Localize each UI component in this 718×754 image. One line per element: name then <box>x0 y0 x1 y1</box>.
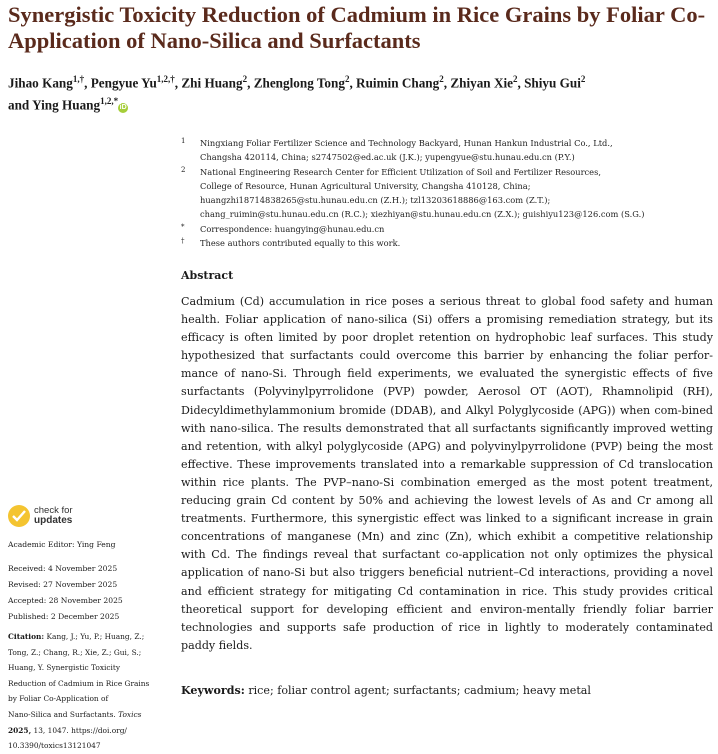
affiliation-line: Ningxiang Foliar Fertilizer Science and Technology Backyard, Hunan Hankun Industrial Co., Ltd., <box>200 138 613 148</box>
author-name: Ying Huang <box>32 97 101 113</box>
check-updates-icon <box>8 505 30 527</box>
affiliation-line: Changsha 420114, China; s2747502@ed.ac.uk (J.K.); yupengyue@stu.hunau.edu.cn (P.Y.) <box>200 152 575 163</box>
author-affil-sup: 1,2,* <box>100 96 119 107</box>
citation-label: Citation: <box>8 632 45 641</box>
abstract-line: Cadmium (Cd) accumulation in rice poses a serious threat to global food safety and human <box>181 295 713 308</box>
author-affil-sup: 2 <box>512 74 518 84</box>
author-affil-sup: 1,2,† <box>156 74 175 84</box>
author-name: Shiyu Gui <box>524 75 581 91</box>
affiliation-line: National Engineering Research Center for Efficient Utilization of Soil and Fertilizer Resources, <box>200 166 601 177</box>
citation-line: by Foliar Co-Application of <box>8 694 109 704</box>
abstract-line: a competitive relationship with Cd. The findings reveal that surfactant co-application not <box>181 530 713 562</box>
author-list: Jihao Kang$^{1,\dagger}$, Pengyue $Yu^{1,2,\dagger}$, Zhi Huang$^2$, Zhenglong Tong$^2$, Ruimin Chang$^2$, Zhiyan Xie$^2$, Shiyu Gui$^2$ and Ying Huang$^{1,2,*}$iD <box>8 74 586 113</box>
dates-block <box>8 561 168 625</box>
abstract-line: efficacy is often limited by poor droplet retention on hydrophobic leaf surfaces. This study <box>181 331 713 345</box>
abstract-body <box>181 293 713 655</box>
academic-editor: Academic Editor: Ying Feng <box>8 540 116 549</box>
citation-line: Huang, Y. Synergistic Toxicity <box>8 663 121 673</box>
abstract-line: wetting and retention, with alkyl polyglycoside (APG) and polyvinylpyrrolidone (PVP) <box>181 421 713 453</box>
check-updates-line1: check for <box>34 505 73 516</box>
article-title: Synergistic Toxicity Reduction of Cadmium in Rice Grains by Foliar Co-Application of Nano-Silica and Surfactants <box>8 2 706 53</box>
abstract-line: Didecyldimethylammonium bromide (DDAB), and Alkyl Polyglycoside (APG)) when com- <box>181 403 682 417</box>
abstract-line: interactions, providing a novel and efficient strategy for mitigating Cd contamination in <box>181 566 714 598</box>
abstract-line: of As and Cr among all treatments. Furthermore, this synergistic effect was linked to a <box>181 494 713 526</box>
abstract-line: hypothesized that surfactants could overcome this barrier by enhancing the foliar perfor- <box>181 349 713 363</box>
author-name: Pengyue Yu <box>90 75 157 91</box>
affiliation-item <box>181 165 711 222</box>
abstract-line: significant increase in grain concentrations of manganese (Mn) and zinc (Zn), which exhibit <box>181 512 713 544</box>
abstract-line: surfactants (Polyvinylpyrrolidone (PVP) powder, Aerosol OT (AOT), Rhamnolipid (RH), <box>181 385 713 399</box>
citation-line: Reduction of Cadmium in Rice Grains <box>8 678 150 688</box>
abstract-line: bined with nano-silica. The results demonstrated that all surfactants significantly improved <box>181 403 713 435</box>
keywords <box>181 683 713 699</box>
received-date: Received: 4 November 2025 <box>8 564 118 573</box>
author-name: Zhenglong Tong <box>253 75 345 91</box>
abstract-line: mentally friendly foliar barrier technologies and supports safe production of rice in lightly <box>181 602 713 634</box>
author-affil-sup: 2 <box>344 74 350 84</box>
author-name: Ruimin Chang <box>356 75 440 91</box>
affiliation-mark: 2 <box>181 165 186 174</box>
author-affil-sup: 2 <box>580 74 586 84</box>
revised-date: Revised: 27 November 2025 <box>8 580 118 589</box>
affiliation-mark: 1 <box>181 137 186 145</box>
abstract-line: most potent treatment, reducing grain Cd content by 50% and achieving the lowest levels <box>181 475 713 508</box>
keywords-text: rice; foliar control agent; surfactants; cadmium; heavy metal <box>248 684 591 697</box>
published-date: Published: 2 December 2025 <box>8 612 120 621</box>
author-affil-sup: 2 <box>439 74 444 84</box>
abstract-line: mance of nano-Si. Through field experiments, we evaluated the synergistic effects of five <box>181 367 713 381</box>
affiliation-line: These authors contributed equally to this work. <box>200 238 401 249</box>
citation-issue: 13, 1047. https://doi.org/ <box>33 725 127 735</box>
citation-doi-link[interactable]: 10.3390/toxics13121047 <box>8 741 101 751</box>
affiliation-line: Correspondence: huangying@hunau.edu.cn <box>200 223 385 234</box>
affiliations <box>181 136 711 250</box>
abstract-line: to moderately contaminated paddy fields. <box>181 620 713 652</box>
accepted-date: Accepted: 28 November 2025 <box>8 596 123 605</box>
author-name: Zhiyan Xie <box>450 75 513 91</box>
affiliation-mark: * <box>181 222 185 231</box>
abstract-line: of Cd translocation within rice plants. The PVP–nano-Si combination emerged as the <box>181 457 713 489</box>
abstract-line: rice. This study provides critical theoretical support for developing efficient and environ- <box>181 584 713 616</box>
citation-line: Kang, J.; Yu, P.; Huang, Z.; <box>46 632 145 641</box>
citation-line: Tong, Z.; Chang, R.; Xie, Z.; Gui, S.; <box>8 647 142 657</box>
check-for-updates-button[interactable] <box>8 505 73 527</box>
orcid-icon[interactable]: iD <box>119 103 127 111</box>
abstract-line: being the most effective. These improvements translated into a remarkable suppression <box>181 439 713 471</box>
keywords-label: Keywords: <box>181 684 245 697</box>
citation-line: Nano-Silica and Surfactants. <box>8 709 116 719</box>
citation-block <box>8 629 168 754</box>
abstract-line: only optimizes the physical application of nano-Si but also triggers beneficial nutrient–Cd <box>181 548 713 580</box>
check-updates-line2: updates <box>34 515 73 526</box>
affiliation-line: College of Resource, Hunan Agricultural University, Changsha 410128, China; <box>200 180 531 191</box>
affiliation-item <box>181 136 711 165</box>
affiliation-item <box>181 236 711 250</box>
citation-year-vol: 2025, <box>8 725 32 735</box>
affiliation-line: huangzhi18714838265@stu.hunau.edu.cn (Z.H.); tzl13203618886@163.com (Z.T.); <box>200 195 551 206</box>
author-affil-sup: 2 <box>242 74 248 84</box>
abstract-line: health. Foliar application of nano-silica (Si) offers a promising remediation strategy, but its <box>181 313 713 327</box>
affiliation-line: chang_ruimin@stu.hunau.edu.cn (R.C.); xiezhiyan@stu.hunau.edu.cn (Z.X.); guishiyu123@126.com (S.G.) <box>200 209 645 220</box>
author-name: Zhi Huang <box>181 75 243 91</box>
abstract-heading: Abstract <box>181 269 234 282</box>
affiliation-item <box>181 222 711 236</box>
citation-journal: Toxics <box>118 709 142 719</box>
article-sidebar <box>8 537 168 754</box>
affiliation-mark: † <box>181 237 185 246</box>
author-name: Jihao Kang <box>8 75 73 91</box>
author-affil-sup: 1,† <box>72 74 85 84</box>
